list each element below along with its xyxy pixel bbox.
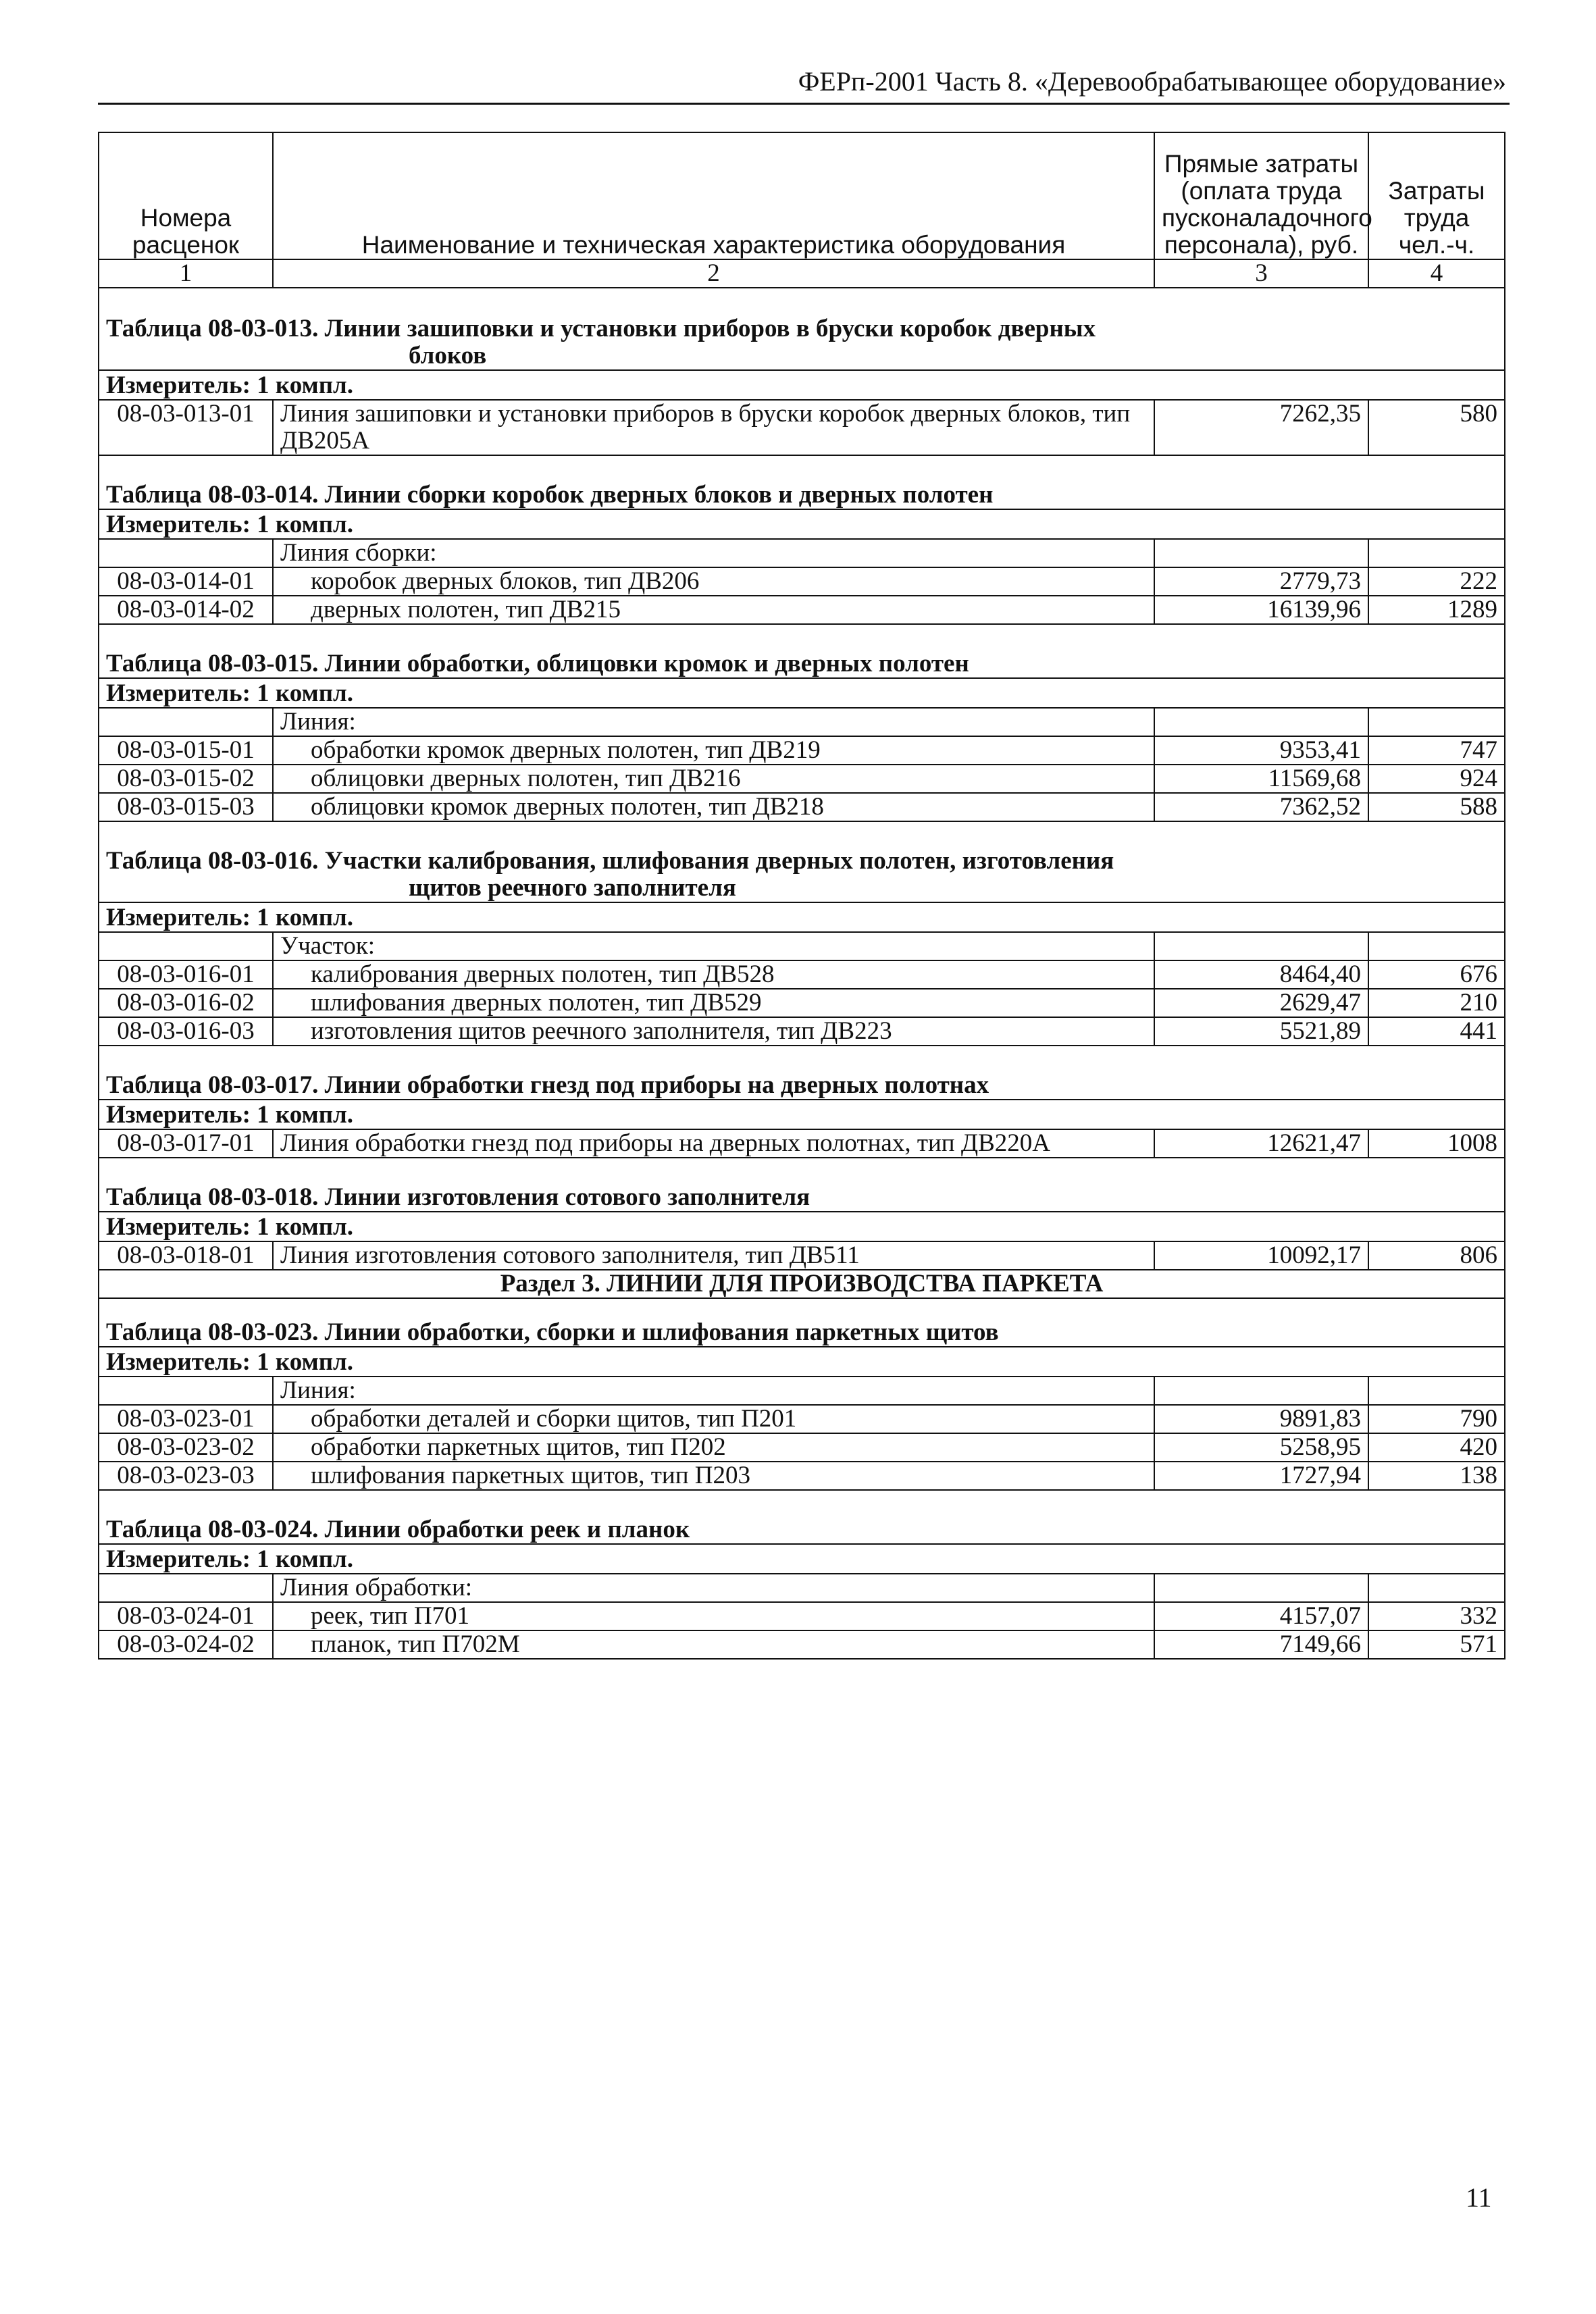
table-row xyxy=(99,960,1505,989)
row-name: дверных полотен, тип ДВ215 xyxy=(273,596,1154,624)
row-cost: 5258,95 xyxy=(1154,1433,1368,1462)
group-cost-cell xyxy=(1154,1574,1368,1602)
table-row xyxy=(99,736,1505,765)
row-code: 08-03-018-01 xyxy=(99,1241,273,1270)
row-code: 08-03-015-01 xyxy=(99,736,273,765)
table-title-text: Таблица 08-03-018. Линии изготовления сотового заполнителя xyxy=(99,1158,1505,1212)
table-title xyxy=(99,1046,1505,1100)
table-row xyxy=(99,1129,1505,1158)
col-number: 3 xyxy=(1154,259,1368,288)
group-cost-cell xyxy=(1154,708,1368,736)
group-label: Линия: xyxy=(273,1377,1154,1405)
row-labor: 332 xyxy=(1368,1602,1505,1630)
col-header-codes: Номера расценок xyxy=(99,132,273,259)
table-title xyxy=(99,288,1505,370)
group-code-cell xyxy=(99,932,273,960)
section-heading-row xyxy=(99,1270,1505,1298)
group-row xyxy=(99,708,1505,736)
group-row xyxy=(99,539,1505,567)
group-cost-cell xyxy=(1154,539,1368,567)
row-name: реек, тип П701 xyxy=(273,1602,1154,1630)
row-code: 08-03-016-01 xyxy=(99,960,273,989)
table-title-text: Таблица 08-03-015. Линии обработки, облицовки кромок и дверных полотен xyxy=(99,624,1505,678)
group-code-cell xyxy=(99,1377,273,1405)
row-cost: 12621,47 xyxy=(1154,1129,1368,1158)
group-labor-cell xyxy=(1368,1377,1505,1405)
row-code: 08-03-024-02 xyxy=(99,1630,273,1659)
table-title xyxy=(99,455,1505,509)
table-row xyxy=(99,400,1505,455)
table-row xyxy=(99,1602,1505,1630)
row-name: калибрования дверных полотен, тип ДВ528 xyxy=(273,960,1154,989)
row-labor: 588 xyxy=(1368,793,1505,821)
measure-label: Измеритель: 1 компл. xyxy=(99,1100,1505,1129)
table-row xyxy=(99,793,1505,821)
row-name: шлифования дверных полотен, тип ДВ529 xyxy=(273,989,1154,1017)
group-cost-cell xyxy=(1154,932,1368,960)
row-cost: 9353,41 xyxy=(1154,736,1368,765)
group-labor-cell xyxy=(1368,539,1505,567)
measure-row xyxy=(99,902,1505,932)
document-body xyxy=(98,132,1504,1660)
group-label: Линия сборки: xyxy=(273,539,1154,567)
col-header-cost: Прямые затраты (оплата труда пусконаладочного персонала), руб. xyxy=(1154,132,1368,259)
group-code-cell xyxy=(99,708,273,736)
row-code: 08-03-014-02 xyxy=(99,596,273,624)
table-title-continuation: щитов реечного заполнителя xyxy=(409,874,736,902)
row-name: Линия изготовления сотового заполнителя, тип ДВ511 xyxy=(273,1241,1154,1270)
row-name: коробок дверных блоков, тип ДВ206 xyxy=(273,567,1154,596)
table-title-continuation: блоков xyxy=(409,342,487,369)
row-labor: 1289 xyxy=(1368,596,1505,624)
group-code-cell xyxy=(99,1574,273,1602)
row-labor: 138 xyxy=(1368,1462,1505,1490)
table-row xyxy=(99,1433,1505,1462)
row-code: 08-03-023-03 xyxy=(99,1462,273,1490)
measure-label: Измеритель: 1 компл. xyxy=(99,1212,1505,1241)
column-number-row xyxy=(99,259,1505,288)
row-cost: 16139,96 xyxy=(1154,596,1368,624)
group-cost-cell xyxy=(1154,1377,1368,1405)
measure-row xyxy=(99,678,1505,708)
row-cost: 2629,47 xyxy=(1154,989,1368,1017)
row-labor: 571 xyxy=(1368,1630,1505,1659)
group-labor-cell xyxy=(1368,708,1505,736)
measure-row xyxy=(99,509,1505,539)
column-header-row xyxy=(99,132,1505,259)
row-code: 08-03-015-02 xyxy=(99,765,273,793)
row-code: 08-03-016-02 xyxy=(99,989,273,1017)
page-number: 11 xyxy=(1466,2182,1492,2213)
row-cost: 11569,68 xyxy=(1154,765,1368,793)
table-row xyxy=(99,765,1505,793)
table-title-text: Таблица 08-03-023. Линии обработки, сборки и шлифования паркетных щитов xyxy=(99,1298,1505,1347)
row-name: облицовки кромок дверных полотен, тип ДВ218 xyxy=(273,793,1154,821)
table-row xyxy=(99,1630,1505,1659)
row-name: обработки кромок дверных полотен, тип ДВ219 xyxy=(273,736,1154,765)
row-cost: 8464,40 xyxy=(1154,960,1368,989)
measure-row xyxy=(99,370,1505,400)
table-title-text: Таблица 08-03-016. Участки калибрования, шлифования дверных полотен, изготовления xyxy=(106,847,1114,875)
row-code: 08-03-023-02 xyxy=(99,1433,273,1462)
running-header: ФЕРп-2001 Часть 8. «Деревообрабатывающее оборудование» xyxy=(798,66,1506,97)
row-labor: 1008 xyxy=(1368,1129,1505,1158)
table-title-text: Таблица 08-03-013. Линии зашиповки и установки приборов в бруски коробок дверных xyxy=(106,315,1096,342)
row-name: планок, тип П702М xyxy=(273,1630,1154,1659)
row-labor: 580 xyxy=(1368,400,1505,455)
table-title-text: Таблица 08-03-014. Линии сборки коробок дверных блоков и дверных полотен xyxy=(99,455,1505,509)
measure-label: Измеритель: 1 компл. xyxy=(99,678,1505,708)
row-labor: 222 xyxy=(1368,567,1505,596)
row-name: шлифования паркетных щитов, тип П203 xyxy=(273,1462,1154,1490)
group-label: Линия обработки: xyxy=(273,1574,1154,1602)
table-title xyxy=(99,821,1505,902)
row-cost: 9891,83 xyxy=(1154,1405,1368,1433)
section-title: Раздел 3. ЛИНИИ ДЛЯ ПРОИЗВОДСТВА ПАРКЕТА xyxy=(99,1270,1505,1298)
row-labor: 210 xyxy=(1368,989,1505,1017)
table-row xyxy=(99,596,1505,624)
measure-label: Измеритель: 1 компл. xyxy=(99,902,1505,932)
measure-row xyxy=(99,1347,1505,1377)
row-code: 08-03-023-01 xyxy=(99,1405,273,1433)
row-code: 08-03-016-03 xyxy=(99,1017,273,1046)
group-labor-cell xyxy=(1368,932,1505,960)
table-row xyxy=(99,1405,1505,1433)
col-number: 4 xyxy=(1368,259,1505,288)
row-cost: 4157,07 xyxy=(1154,1602,1368,1630)
table-row xyxy=(99,567,1505,596)
row-name xyxy=(273,400,1154,455)
col-number: 2 xyxy=(273,259,1154,288)
row-cost: 10092,17 xyxy=(1154,1241,1368,1270)
row-cost: 7362,52 xyxy=(1154,793,1368,821)
table-title xyxy=(99,624,1505,678)
table-title xyxy=(99,1298,1505,1347)
row-labor: 420 xyxy=(1368,1433,1505,1462)
row-name: Линия обработки гнезд под приборы на дверных полотнах, тип ДВ220А xyxy=(273,1129,1154,1158)
price-table xyxy=(98,132,1505,1660)
row-code: 08-03-024-01 xyxy=(99,1602,273,1630)
measure-label: Измеритель: 1 компл. xyxy=(99,1347,1505,1377)
table-title xyxy=(99,1490,1505,1544)
col-header-name: Наименование и техническая характеристика оборудования xyxy=(273,132,1154,259)
row-labor: 676 xyxy=(1368,960,1505,989)
col-header-labor: Затраты труда чел.-ч. xyxy=(1368,132,1505,259)
table-title xyxy=(99,1158,1505,1212)
table-row xyxy=(99,1241,1505,1270)
group-row xyxy=(99,1574,1505,1602)
row-code: 08-03-014-01 xyxy=(99,567,273,596)
group-code-cell xyxy=(99,539,273,567)
row-code: 08-03-013-01 xyxy=(99,400,273,455)
measure-row xyxy=(99,1544,1505,1574)
measure-row xyxy=(99,1212,1505,1241)
row-labor: 790 xyxy=(1368,1405,1505,1433)
group-label: Участок: xyxy=(273,932,1154,960)
group-labor-cell xyxy=(1368,1574,1505,1602)
row-labor: 924 xyxy=(1368,765,1505,793)
row-name-line: Линия зашиповки и установки приборов в бруски коробок дверных блоков, тип xyxy=(280,400,1131,428)
measure-label: Измеритель: 1 компл. xyxy=(99,1544,1505,1574)
measure-label: Измеритель: 1 компл. xyxy=(99,370,1505,400)
table-title-text: Таблица 08-03-024. Линии обработки реек и планок xyxy=(99,1490,1505,1544)
table-row xyxy=(99,989,1505,1017)
row-code: 08-03-017-01 xyxy=(99,1129,273,1158)
row-name-line: ДВ205А xyxy=(280,427,370,455)
row-name: изготовления щитов реечного заполнителя, тип ДВ223 xyxy=(273,1017,1154,1046)
table-row xyxy=(99,1017,1505,1046)
row-name: облицовки дверных полотен, тип ДВ216 xyxy=(273,765,1154,793)
row-name: обработки деталей и сборки щитов, тип П201 xyxy=(273,1405,1154,1433)
row-cost: 7262,35 xyxy=(1154,400,1368,455)
table-title-text: Таблица 08-03-017. Линии обработки гнезд под приборы на дверных полотнах xyxy=(99,1046,1505,1100)
header-rule xyxy=(98,103,1510,105)
measure-row xyxy=(99,1100,1505,1129)
row-cost: 1727,94 xyxy=(1154,1462,1368,1490)
group-row xyxy=(99,932,1505,960)
table-row xyxy=(99,1462,1505,1490)
measure-label: Измеритель: 1 компл. xyxy=(99,509,1505,539)
row-labor: 747 xyxy=(1368,736,1505,765)
row-cost: 5521,89 xyxy=(1154,1017,1368,1046)
row-labor: 441 xyxy=(1368,1017,1505,1046)
group-row xyxy=(99,1377,1505,1405)
row-labor: 806 xyxy=(1368,1241,1505,1270)
group-label: Линия: xyxy=(273,708,1154,736)
row-cost: 2779,73 xyxy=(1154,567,1368,596)
row-code: 08-03-015-03 xyxy=(99,793,273,821)
row-cost: 7149,66 xyxy=(1154,1630,1368,1659)
col-number: 1 xyxy=(99,259,273,288)
row-name: обработки паркетных щитов, тип П202 xyxy=(273,1433,1154,1462)
